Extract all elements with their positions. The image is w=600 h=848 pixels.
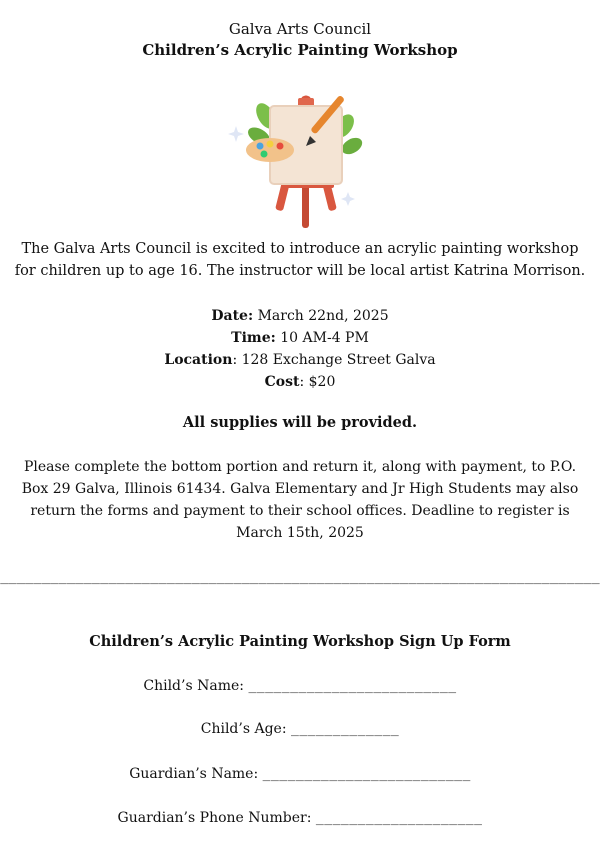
- event-details: [0, 305, 600, 393]
- guardian-phone-label: Guardian’s Phone Number:: [117, 810, 316, 826]
- location-value: : 128 Exchange Street Galva: [232, 352, 436, 368]
- date-value: March 22nd, 2025: [253, 308, 389, 324]
- page-title: Children’s Acrylic Painting Workshop: [142, 41, 458, 59]
- location-label: Location: [164, 352, 233, 368]
- instructions-paragraph: Please complete the bottom portion and return it, along with payment, to P.O. Box 29 Galva, Illinois 61434. Galva Elementary and Jr High Students may also return the forms and payment to their school offices. Deadline to register is March 15th, 2025: [21, 459, 579, 541]
- intro-paragraph: The Galva Arts Council is excited to introduce an acrylic painting workshop for children up to age 16. The instructor will be local artist Katrina Morrison.: [14, 241, 586, 279]
- time-row: [0, 327, 600, 349]
- child-age-blank[interactable]: _____________: [291, 722, 400, 737]
- guardian-phone-blank[interactable]: ____________________: [315, 811, 483, 826]
- child-name-label: Child’s Name:: [143, 678, 249, 694]
- time-value: 10 AM-4 PM: [275, 330, 369, 346]
- guardian-phone-field[interactable]: [0, 810, 600, 826]
- date-row: [0, 305, 600, 327]
- location-row: [0, 349, 600, 371]
- child-name-blank[interactable]: _________________________: [248, 679, 457, 694]
- child-age-label: Child’s Age:: [200, 721, 291, 737]
- guardian-name-field[interactable]: [0, 766, 600, 782]
- guardian-name-label: Guardian’s Name:: [129, 766, 263, 782]
- easel-painting-icon: [226, 88, 376, 228]
- date-label: Date:: [211, 308, 254, 324]
- cost-label: Cost: [264, 374, 300, 390]
- cut-line: ________________________________________________________________________: [0, 569, 600, 585]
- supplies-note: All supplies will be provided.: [182, 414, 418, 431]
- organization-name: Galva Arts Council: [228, 20, 372, 38]
- time-label: Time:: [231, 330, 276, 346]
- form-title: Children’s Acrylic Painting Workshop Sign Up Form: [89, 633, 511, 650]
- cost-value: : $20: [299, 374, 336, 390]
- cost-row: [0, 371, 600, 393]
- child-name-field[interactable]: [0, 678, 600, 694]
- child-age-field[interactable]: [0, 721, 600, 737]
- guardian-name-blank[interactable]: _________________________: [262, 767, 471, 782]
